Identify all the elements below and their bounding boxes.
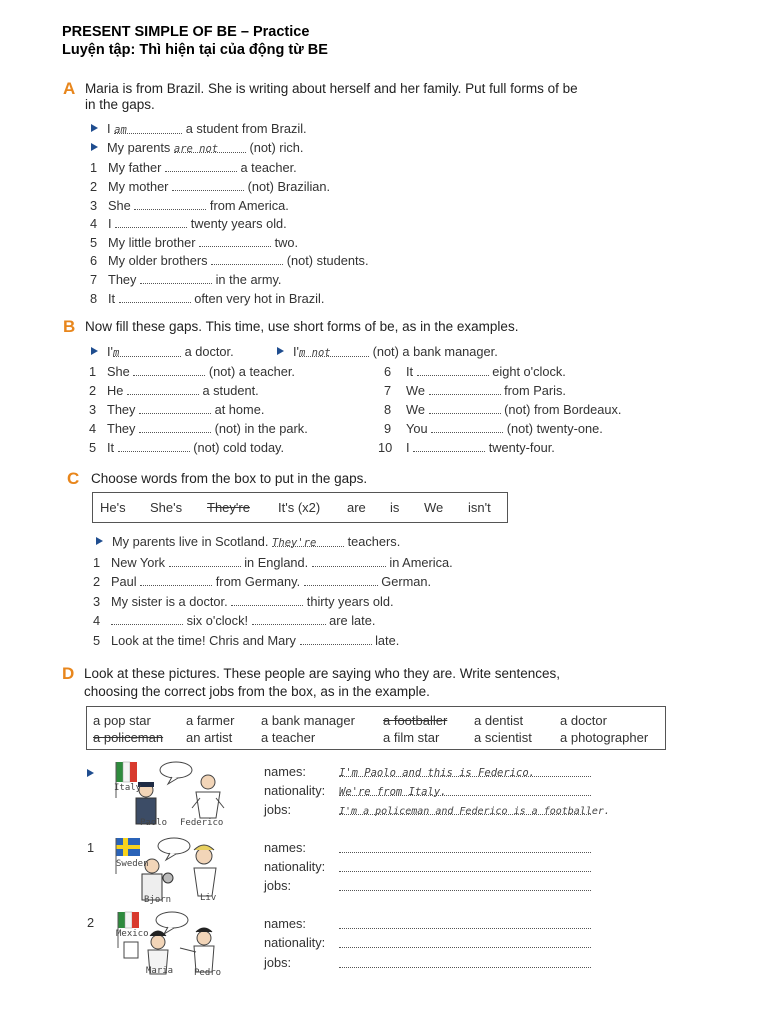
- jobs-label: jobs:: [264, 802, 292, 817]
- answer-gap[interactable]: [118, 439, 190, 452]
- arrow-icon: [96, 537, 103, 545]
- country-label: Sweden: [116, 859, 149, 869]
- section-a-example-2: My parents are not (not) rich.: [91, 140, 303, 155]
- section-a-item: 8 It often very hot in Brazil.: [90, 291, 325, 306]
- section-b-item: 8 We (not) from Bordeaux.: [384, 402, 622, 417]
- word-box-item: We: [424, 500, 444, 515]
- section-a-item: 2 My mother (not) Brazilian.: [90, 179, 331, 194]
- answer-gap[interactable]: [429, 382, 501, 395]
- picture-number: 1: [87, 840, 95, 855]
- nationality-label: nationality:: [264, 783, 326, 798]
- section-b-example-2: I'm not (not) a bank manager.: [277, 344, 498, 359]
- answer-gap[interactable]: [199, 234, 271, 247]
- names-label: names:: [264, 916, 306, 931]
- job-word: a bank manager: [261, 713, 355, 728]
- word-box-item: isn't: [468, 500, 491, 515]
- section-b-letter: B: [63, 317, 76, 336]
- section-a-item: 7 They in the army.: [90, 272, 282, 287]
- arrow-icon: [91, 143, 98, 151]
- section-b-instruction: Now fill these gaps. This time, use short forms of be, as in the examples.: [85, 319, 519, 334]
- section-a-instruction: [85, 81, 578, 96]
- section-d-letter: D: [62, 664, 75, 683]
- section-a-item: 4 I twenty years old.: [90, 216, 287, 231]
- word-box-item: She's: [150, 500, 183, 515]
- answer-gap[interactable]: am: [114, 121, 182, 134]
- names-line[interactable]: [339, 915, 591, 929]
- answer-gap[interactable]: [231, 593, 303, 606]
- answer-gap[interactable]: [127, 382, 199, 395]
- section-a-letter: A: [63, 79, 76, 98]
- answer-gap[interactable]: [169, 554, 241, 567]
- section-b-item: 9 You (not) twenty-one.: [384, 421, 603, 436]
- picture-1-illustration: [108, 834, 238, 906]
- job-word: a doctor: [560, 713, 607, 728]
- word-box-item-used: They're: [207, 500, 250, 515]
- job-word: a teacher: [261, 730, 316, 745]
- answer-gap[interactable]: [133, 363, 205, 376]
- arrow-icon: [91, 124, 98, 132]
- answer-gap[interactable]: [115, 215, 187, 228]
- answer-gap[interactable]: [140, 271, 212, 284]
- word-box-item: It's (x2): [278, 500, 321, 515]
- arrow-icon: [87, 769, 94, 777]
- people-illustration-icon: [108, 834, 238, 906]
- answer-gap[interactable]: [304, 573, 378, 586]
- person-label: Paolo: [140, 818, 168, 828]
- person-label: Federico: [180, 818, 224, 828]
- answer-gap[interactable]: [139, 420, 211, 433]
- section-c-item: 2 Paul from Germany. German.: [93, 574, 432, 589]
- answer-gap[interactable]: m not: [299, 344, 369, 357]
- section-c-item: 3 My sister is a doctor. thirty years old.: [93, 594, 394, 609]
- country-label: Italy: [114, 783, 142, 793]
- section-b-item: 3 They at home.: [89, 402, 265, 417]
- answer-gap[interactable]: [211, 252, 283, 265]
- example-arrow: [87, 765, 103, 783]
- word-box-item: is: [390, 500, 400, 515]
- answer-gap[interactable]: [165, 159, 237, 172]
- job-word-used: a footballer: [383, 713, 448, 728]
- section-a-item: 3 She from America.: [90, 198, 289, 213]
- section-a-example-1: I am a student from Brazil.: [91, 121, 307, 136]
- section-c-item: 5 Look at the time! Chris and Mary late.: [93, 633, 400, 648]
- names-label: names:: [264, 840, 306, 855]
- section-a-instruction-line2: in the gaps.: [85, 97, 155, 112]
- job-word-used: a policeman: [93, 730, 164, 745]
- person-label: Bjorn: [144, 895, 172, 905]
- answer-gap[interactable]: [139, 401, 211, 414]
- nationality-label: nationality:: [264, 859, 326, 874]
- section-c-instruction: Choose words from the box to put in the gaps.: [91, 471, 368, 486]
- page-subtitle: Luyện tập: Thì hiện tại của động từ BE: [62, 42, 328, 58]
- section-b-item: 7 We from Paris.: [384, 383, 566, 398]
- answer-gap[interactable]: [172, 178, 244, 191]
- arrow-icon: [91, 347, 98, 355]
- section-b-item: 4 They (not) in the park.: [89, 421, 308, 436]
- job-word: a photographer: [560, 730, 649, 745]
- job-word: a dentist: [474, 713, 524, 728]
- answer-gap[interactable]: [429, 401, 501, 414]
- section-a-item: 6 My older brothers (not) students.: [90, 253, 369, 268]
- job-word: a scientist: [474, 730, 532, 745]
- nationality-label: nationality:: [264, 935, 326, 950]
- names-line[interactable]: [339, 839, 591, 853]
- job-word: a farmer: [186, 713, 235, 728]
- names-label: names:: [264, 764, 306, 779]
- section-d-instruction-line2: choosing the correct jobs from the box, as in the example.: [84, 684, 430, 699]
- answer-gap[interactable]: [431, 420, 503, 433]
- jobs-line[interactable]: [339, 954, 591, 968]
- nationality-line[interactable]: [339, 858, 591, 872]
- answer-gap[interactable]: [111, 612, 183, 625]
- person-label: Maria: [146, 966, 174, 976]
- answer-gap[interactable]: are not: [174, 140, 246, 153]
- section-b-item: 10 I twenty-four.: [378, 440, 555, 455]
- job-word: a pop star: [93, 713, 151, 728]
- country-label: Mexico: [116, 929, 149, 939]
- jobs-line[interactable]: [339, 877, 591, 891]
- jobs-label: jobs:: [264, 955, 292, 970]
- person-label: Pedro: [194, 968, 222, 978]
- section-a-instruction-line1: Maria is from Brazil. She is writing about herself and her family. Put full forms of be: [85, 81, 578, 96]
- section-c-letter: C: [67, 469, 80, 488]
- job-word: an artist: [186, 730, 233, 745]
- example-jobs-line[interactable]: I'm a policeman and Federico is a footballer.: [339, 801, 591, 815]
- example-nationality-line[interactable]: We're from Italy.: [339, 782, 591, 796]
- section-a-item: 1 My father a teacher.: [90, 160, 297, 175]
- section-c-example: My parents live in Scotland. They're teachers.: [96, 534, 400, 549]
- answer-gap[interactable]: [119, 290, 191, 303]
- answer-gap[interactable]: [417, 363, 489, 376]
- section-c-item: 4 six o'clock! are late.: [93, 613, 376, 628]
- section-d-instruction-line1: Look at these pictures. These people are saying who they are. Write sentences,: [84, 666, 561, 681]
- section-a-item: 5 My little brother two.: [90, 235, 299, 250]
- nationality-line[interactable]: [339, 934, 591, 948]
- word-box-item: are: [347, 500, 366, 515]
- answer-gap[interactable]: [140, 573, 212, 586]
- picture-number: 2: [87, 915, 95, 930]
- answer-gap[interactable]: [413, 439, 485, 452]
- answer-gap[interactable]: [252, 612, 326, 625]
- section-b-item: 6 It eight o'clock.: [384, 364, 566, 379]
- section-b-example-1: I'm a doctor.: [91, 344, 234, 359]
- answer-gap[interactable]: [312, 554, 386, 567]
- section-b-item: 5 It (not) cold today.: [89, 440, 285, 455]
- section-c-item: 1 New York in England. in America.: [93, 555, 453, 570]
- section-b-item: 1 She (not) a teacher.: [89, 364, 295, 379]
- answer-gap[interactable]: They're: [272, 534, 344, 547]
- person-label: Liv: [200, 893, 217, 903]
- arrow-icon: [277, 347, 284, 355]
- section-b-item: 2 He a student.: [89, 383, 259, 398]
- answer-gap[interactable]: [300, 632, 372, 645]
- example-names-line[interactable]: I'm Paolo and this is Federico.: [339, 763, 591, 777]
- answer-gap[interactable]: m: [113, 344, 181, 357]
- job-word: a film star: [383, 730, 440, 745]
- word-box-item: He's: [100, 500, 126, 515]
- jobs-label: jobs:: [264, 878, 292, 893]
- answer-gap[interactable]: [134, 197, 206, 210]
- page-title: PRESENT SIMPLE OF BE – Practice: [62, 24, 310, 40]
